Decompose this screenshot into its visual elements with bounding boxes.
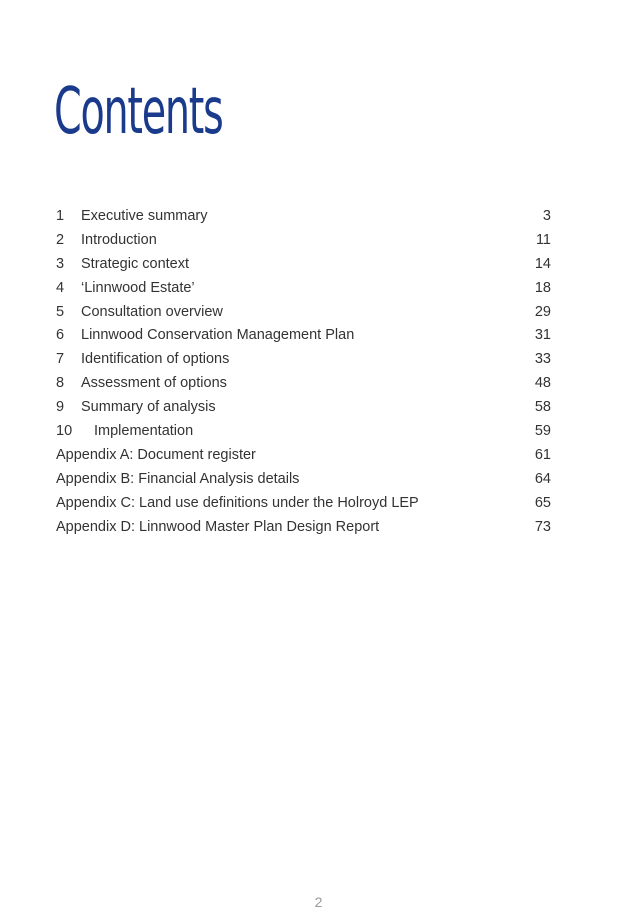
toc-entry-label: Executive summary — [81, 208, 208, 224]
toc-entry-label: Appendix C: Land use definitions under the Holroyd LEP — [56, 494, 419, 511]
toc-entry-appendix-c[interactable] — [56, 495, 551, 519]
toc-entry-number: 6 — [56, 327, 65, 344]
toc-entry-label: Consultation overview — [81, 303, 223, 320]
toc-entry-page: 3 — [542, 208, 551, 224]
toc-entry-number: 1 — [56, 208, 65, 224]
toc-entry-introduction[interactable] — [56, 232, 551, 256]
toc-entry-strategic-context[interactable] — [56, 256, 551, 280]
toc-entry-label: Appendix A: Document register — [56, 446, 256, 463]
toc-entry-label: Appendix B: Financial Analysis details — [56, 470, 300, 487]
toc-entry-label: Assessment of options — [81, 375, 227, 392]
toc-entry-number: 9 — [56, 399, 65, 416]
toc-entry-page: 61 — [534, 446, 551, 463]
toc-entry-label: Linnwood Conservation Management Plan — [81, 327, 355, 344]
toc-entry-label: Appendix D: Linnwood Master Plan Design Report — [56, 518, 380, 535]
toc-entry-label: Identification of options — [81, 351, 230, 368]
toc-entry-summary-of-analysis[interactable] — [56, 399, 551, 423]
toc-entry-page: 11 — [535, 231, 551, 248]
toc-entry-number: 7 — [56, 351, 65, 368]
table-of-contents — [56, 208, 551, 542]
toc-entry-page: 18 — [534, 279, 551, 296]
toc-entry-page: 33 — [534, 351, 551, 368]
toc-entry-page: 65 — [534, 494, 551, 511]
toc-entry-number: 5 — [56, 303, 65, 320]
toc-entry-consultation-overview[interactable] — [56, 304, 551, 328]
toc-entry-label: Implementation — [94, 423, 194, 440]
toc-entry-label: Summary of analysis — [81, 399, 216, 416]
toc-entry-page: 59 — [534, 423, 551, 440]
toc-entry-label: Introduction — [81, 231, 157, 248]
toc-entry-number: 10 — [56, 423, 73, 440]
toc-entry-implementation[interactable] — [56, 423, 551, 447]
toc-entry-number: 8 — [56, 375, 65, 392]
toc-entry-number: 3 — [56, 255, 65, 272]
toc-entry-page: 29 — [534, 303, 551, 320]
toc-entry-number: 4 — [56, 279, 65, 296]
toc-entry-page: 64 — [534, 470, 551, 487]
toc-entry-identification-of-options[interactable] — [56, 351, 551, 375]
page-number: 2 — [314, 894, 323, 910]
toc-entry-executive-summary[interactable] — [56, 208, 551, 232]
toc-entry-label: ‘Linnwood Estate’ — [81, 279, 195, 296]
toc-entry-label: Strategic context — [81, 255, 189, 272]
toc-entry-appendix-a[interactable] — [56, 447, 551, 471]
toc-entry-page: 73 — [534, 518, 551, 535]
page-title: Contents — [54, 75, 223, 149]
toc-entry-page: 14 — [534, 255, 551, 272]
toc-entry-appendix-d[interactable] — [56, 519, 551, 543]
toc-entry-page: 58 — [534, 399, 551, 416]
toc-entry-linnwood-estate[interactable] — [56, 280, 551, 304]
toc-entry-appendix-b[interactable] — [56, 471, 551, 495]
toc-entry-assessment-of-options[interactable] — [56, 375, 551, 399]
toc-entry-page: 48 — [534, 375, 551, 392]
toc-entry-conservation-management-plan[interactable] — [56, 327, 551, 351]
toc-entry-number: 2 — [56, 231, 65, 248]
toc-entry-page: 31 — [534, 327, 551, 344]
